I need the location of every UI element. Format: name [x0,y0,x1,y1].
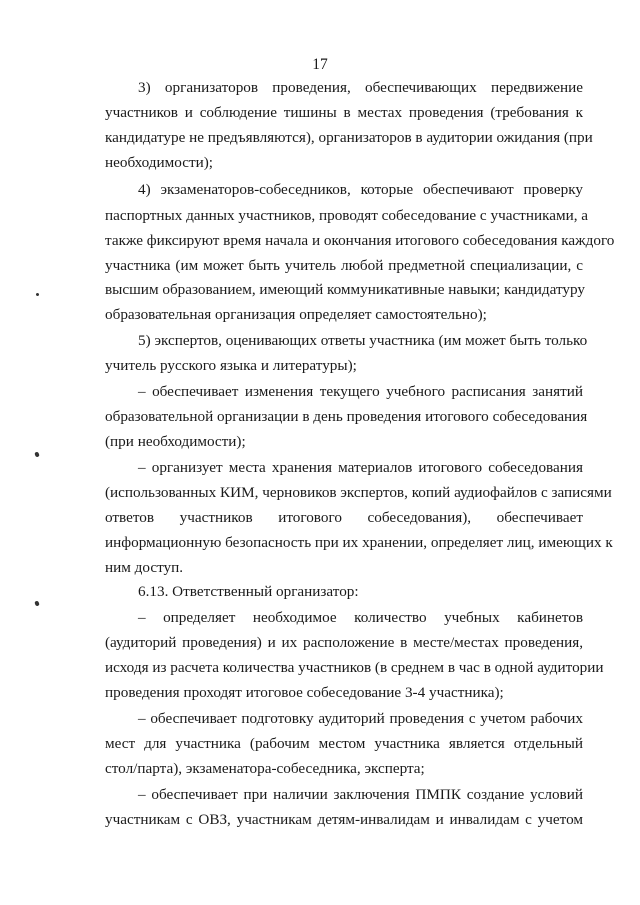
text-line: участникам с ОВЗ, участникам детям-инвалидам и инвалидам с учетом [105,811,583,828]
text-line: учитель русского языка и литературы); [105,357,357,374]
text-line: образовательная организация определяет самостоятельно); [105,306,487,323]
text-line: – определяет необходимое количество учебных кабинетов [138,609,583,626]
text-line: кандидатуре не предъявляются), организаторов в аудитории ожидания (при [105,129,593,146]
text-line: информационную безопасность при их хранении, определяет лиц, имеющих к [105,534,613,551]
text-line: – обеспечивает изменения текущего учебного расписания занятий [138,383,583,400]
text-line: (аудиторий проведения) и их расположение в месте/местах проведения, [105,634,583,651]
text-line: ответов участников итогового собеседования), обеспечивает [105,509,583,526]
text-line: мест для участника (рабочим местом участника является отдельный [105,735,583,752]
scan-speck [36,293,40,297]
text-line: – обеспечивает подготовку аудиторий проведения с учетом рабочих [138,710,583,727]
text-line: исходя из расчета количества участников (в среднем в час в одной аудитории [105,659,604,676]
text-line: стол/парта), экзаменатора-собеседника, эксперта; [105,760,425,777]
text-line: необходимости); [105,154,214,171]
text-line: ним доступ. [105,559,184,576]
text-line: (использованных КИМ, черновиков экспертов, копий аудиофайлов с записями [105,484,612,501]
scan-speck [34,451,39,457]
section-heading: 6.13. Ответственный организатор: [138,583,359,600]
text-line: участников и соблюдение тишины в местах проведения (требования к [105,104,583,121]
text-line: – обеспечивает при наличии заключения ПМПК создание условий [138,786,583,803]
text-line: образовательной организации в день проведения итогового собеседования [105,408,588,425]
text-line: 4) экзаменаторов-собеседников, которые обеспечивают проверку [138,181,583,198]
text-line: проведения проходят итоговое собеседование 3-4 участника); [105,684,504,701]
text-line: 3) организаторов проведения, обеспечивающих передвижение [138,79,583,96]
page-number: 17 [312,56,328,73]
text-line: участника (им может быть учитель любой предметной специализации, с [105,257,583,274]
text-line: (при необходимости); [105,433,246,450]
text-line: – организует места хранения материалов итогового собеседования [138,459,583,476]
text-line: высшим образованием, имеющий коммуникативные навыки; кандидатуру [105,281,586,298]
text-line: паспортных данных участников, проводят собеседование с участниками, а [105,207,589,224]
text-line: 5) экспертов, оценивающих ответы участника (им может быть только [138,332,588,349]
scan-speck [34,600,39,606]
text-line: также фиксируют время начала и окончания итогового собеседования каждого [105,232,615,249]
